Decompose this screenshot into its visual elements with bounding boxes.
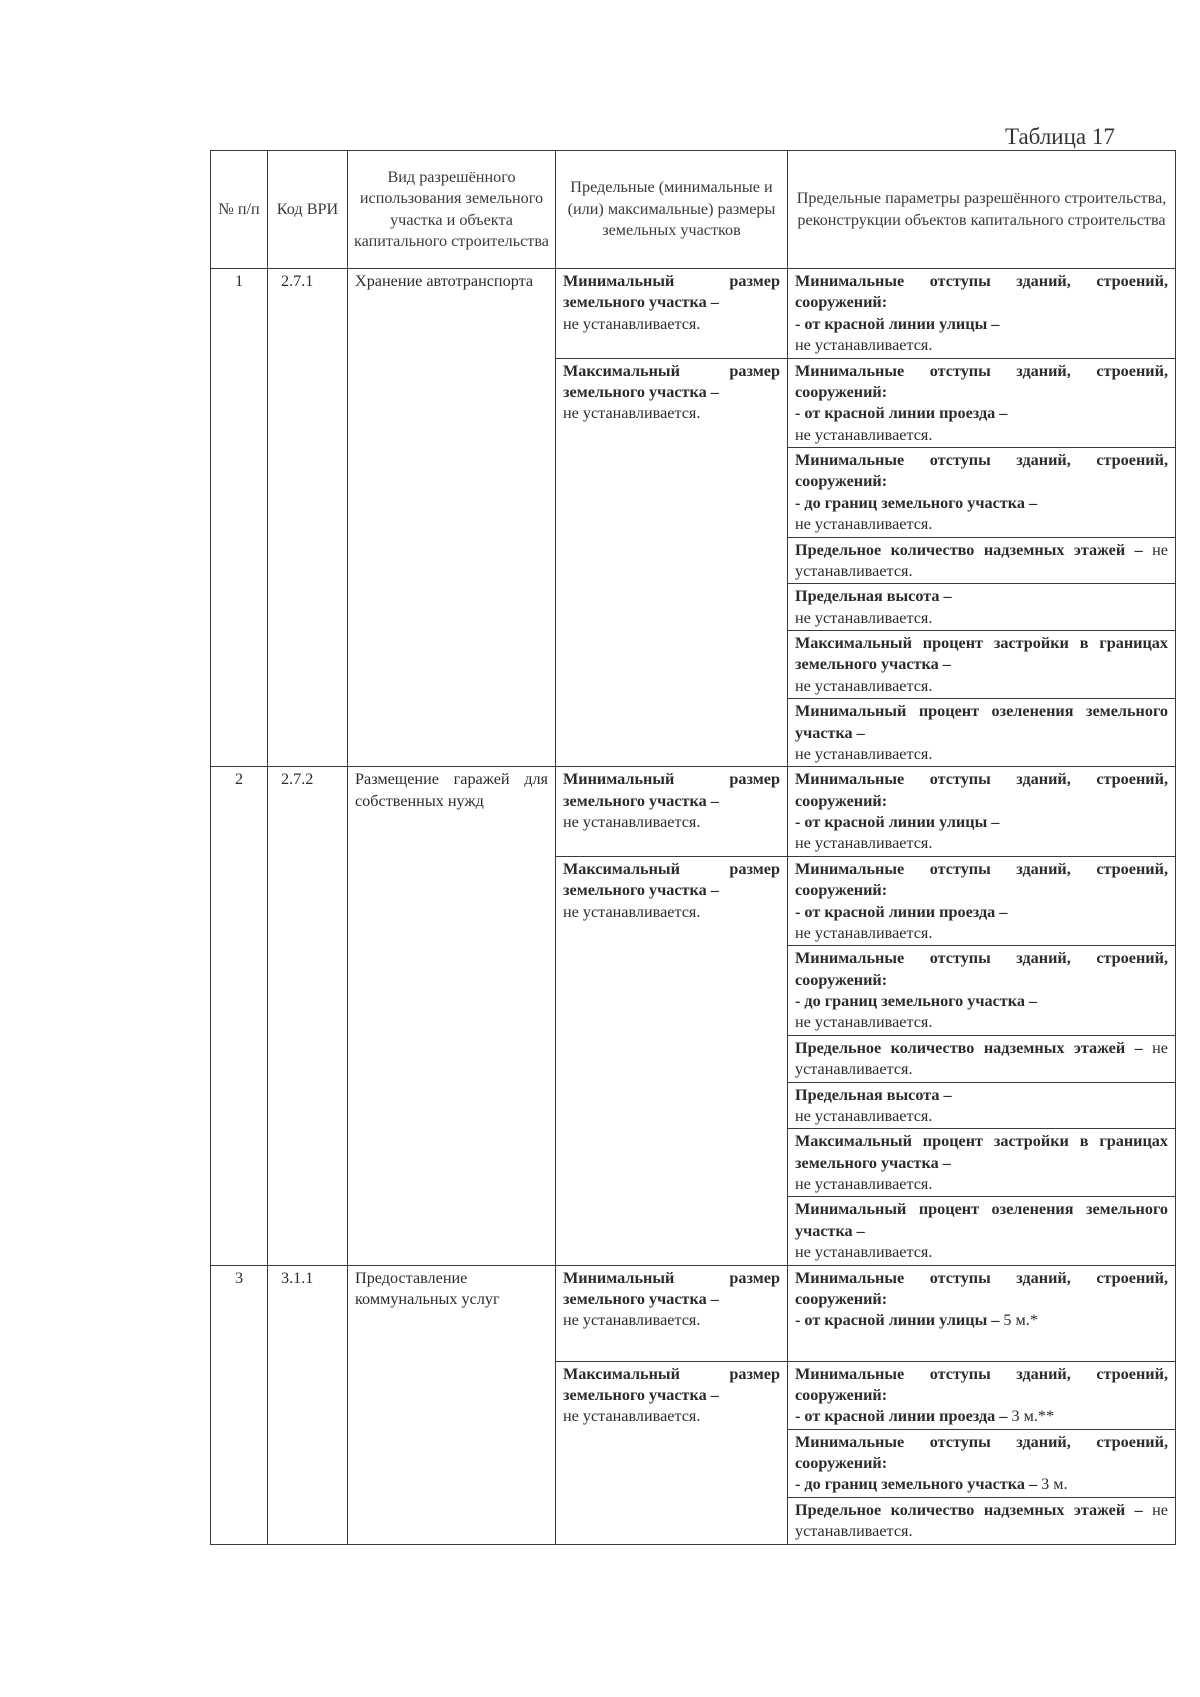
header-use: Вид разрешённого использования земельного участка и объекта капитального строительства bbox=[348, 151, 556, 269]
param-head: Предельное количество надземных этажей – bbox=[795, 1500, 1143, 1519]
table-row bbox=[211, 1265, 1176, 1361]
row-num: 1 bbox=[211, 269, 268, 767]
size-min-cell bbox=[556, 767, 788, 857]
param-value: не устанавливается. bbox=[795, 540, 1168, 580]
header-num: № п/п bbox=[211, 151, 268, 269]
param-value: не устанавливается. bbox=[795, 676, 933, 695]
table-row bbox=[211, 767, 1176, 857]
param-value: не устанавливается. bbox=[795, 1106, 933, 1125]
param-cell bbox=[788, 537, 1176, 584]
header-code: Код ВРИ bbox=[268, 151, 348, 269]
param-head: Предельное количество надземных этажей – bbox=[795, 1038, 1143, 1057]
size-min-value: не устанавливается. bbox=[563, 813, 701, 831]
param-sub: - от красной линии улицы – bbox=[795, 813, 1000, 831]
param-value: не устанавливается. bbox=[795, 834, 933, 853]
size-min-head: Минимальный размер земельного участка – bbox=[563, 770, 780, 810]
row-use: Хранение автотранспорта bbox=[348, 269, 556, 767]
param-head: Минимальные отступы зданий, строений, сооружений: bbox=[795, 361, 1168, 401]
param-sub: - до границ земельного участка – bbox=[795, 493, 1038, 512]
size-max-head: Максимальный размер земельного участка – bbox=[563, 1364, 780, 1404]
param-value: не устанавливается. bbox=[795, 1038, 1168, 1079]
size-max-head: Максимальный размер земельного участка – bbox=[563, 361, 780, 401]
param-sub: - до границ земельного участка – bbox=[795, 992, 1038, 1010]
param-head: Минимальные отступы зданий, строений, сооружений: bbox=[795, 949, 1168, 989]
param-value: 3 м.** bbox=[1011, 1407, 1055, 1426]
param-sub: - от красной линии проезда – bbox=[795, 1407, 1008, 1426]
size-max-cell bbox=[556, 1361, 788, 1544]
param-cell bbox=[788, 1497, 1176, 1544]
param-value: 5 м.* bbox=[1003, 1311, 1038, 1330]
param-value: не устанавливается. bbox=[795, 1500, 1168, 1541]
param-head: Минимальные отступы зданий, строений, сооружений: bbox=[795, 272, 1168, 312]
param-cell bbox=[788, 946, 1176, 1036]
param-cell bbox=[788, 856, 1176, 946]
param-value: не устанавливается. bbox=[795, 1175, 933, 1193]
size-min-value: не устанавливается. bbox=[563, 1311, 701, 1330]
table-row bbox=[211, 269, 1176, 359]
param-cell bbox=[788, 1361, 1176, 1429]
param-head: Минимальные отступы зданий, строений, сооружений: bbox=[795, 1268, 1168, 1308]
param-head: Минимальные отступы зданий, строений, сооружений: bbox=[795, 859, 1168, 900]
table-header-row bbox=[211, 151, 1176, 269]
param-head: Предельная высота – bbox=[795, 587, 952, 606]
size-max-value: не устанавливается. bbox=[563, 404, 701, 423]
param-value: 3 м. bbox=[1041, 1475, 1068, 1494]
param-cell bbox=[788, 1082, 1176, 1129]
param-cell bbox=[788, 767, 1176, 857]
param-value: не устанавливается. bbox=[795, 1243, 933, 1262]
row-num: 2 bbox=[211, 767, 268, 1265]
row-code: 2.7.1 bbox=[268, 269, 348, 767]
size-min-head: Минимальный размер земельного участка – bbox=[563, 272, 780, 312]
row-use: Предоставление коммунальных услуг bbox=[348, 1265, 556, 1544]
param-head: Минимальные отступы зданий, строений, сооружений: bbox=[795, 1364, 1168, 1404]
param-cell bbox=[788, 358, 1176, 448]
param-value: не устанавливается. bbox=[795, 425, 933, 444]
size-max-head: Максимальный размер земельного участка – bbox=[563, 859, 780, 900]
param-head: Максимальный процент застройки в границах земельного участка – bbox=[795, 634, 1168, 674]
param-cell bbox=[788, 448, 1176, 538]
size-max-value: не устанавливается. bbox=[563, 902, 701, 921]
row-num: 3 bbox=[211, 1265, 268, 1544]
header-size: Предельные (минимальные и (или) максимальные) размеры земельных участков bbox=[556, 151, 788, 269]
size-max-value: не устанавливается. bbox=[563, 1407, 701, 1426]
param-sub: - от красной линии проезда – bbox=[795, 404, 1008, 423]
header-params: Предельные параметры разрешённого строительства, реконструкции объектов капитального строительства bbox=[788, 151, 1176, 269]
param-value: не устанавливается. bbox=[795, 515, 933, 534]
size-min-head: Минимальный размер земельного участка – bbox=[563, 1268, 780, 1308]
param-head: Предельная высота – bbox=[795, 1085, 952, 1104]
table-caption: Таблица 17 bbox=[1005, 124, 1115, 149]
param-sub: - от красной линии улицы – bbox=[795, 314, 1000, 333]
param-head: Минимальные отступы зданий, строений, сооружений: bbox=[795, 770, 1168, 810]
row-code: 3.1.1 bbox=[268, 1265, 348, 1544]
param-head: Предельное количество надземных этажей – bbox=[795, 540, 1143, 559]
param-sub: - до границ земельного участка – bbox=[795, 1475, 1038, 1494]
param-cell bbox=[788, 1035, 1176, 1082]
param-cell bbox=[788, 1265, 1176, 1361]
row-code: 2.7.2 bbox=[268, 767, 348, 1265]
param-cell bbox=[788, 1197, 1176, 1265]
size-max-cell bbox=[556, 358, 788, 767]
param-cell bbox=[788, 1429, 1176, 1497]
param-cell bbox=[788, 699, 1176, 767]
parameters-table bbox=[210, 150, 1176, 1545]
size-min-cell bbox=[556, 269, 788, 359]
param-head: Минимальный процент озеленения земельного участка – bbox=[795, 702, 1168, 742]
param-cell bbox=[788, 1129, 1176, 1197]
param-sub: - от красной линии улицы – bbox=[795, 1311, 1000, 1330]
size-min-value: не устанавливается. bbox=[563, 314, 701, 333]
param-cell bbox=[788, 631, 1176, 699]
size-min-cell bbox=[556, 1265, 788, 1361]
param-sub: - от красной линии проезда – bbox=[795, 902, 1008, 921]
param-value: не устанавливается. bbox=[795, 1013, 933, 1032]
row-use: Размещение гаражей для собственных нужд bbox=[348, 767, 556, 1265]
param-value: не устанавливается. bbox=[795, 608, 933, 627]
param-head: Минимальный процент озеленения земельного участка – bbox=[795, 1200, 1168, 1240]
param-head: Максимальный процент застройки в границах земельного участка – bbox=[795, 1132, 1168, 1172]
param-cell bbox=[788, 269, 1176, 359]
param-head: Минимальные отступы зданий, строений, сооружений: bbox=[795, 451, 1168, 491]
param-cell bbox=[788, 584, 1176, 631]
param-value: не устанавливается. bbox=[795, 744, 933, 763]
size-max-cell bbox=[556, 856, 788, 1265]
param-head: Минимальные отступы зданий, строений, сооружений: bbox=[795, 1432, 1168, 1472]
param-value: не устанавливается. bbox=[795, 336, 933, 355]
param-value: не устанавливается. bbox=[795, 923, 933, 942]
